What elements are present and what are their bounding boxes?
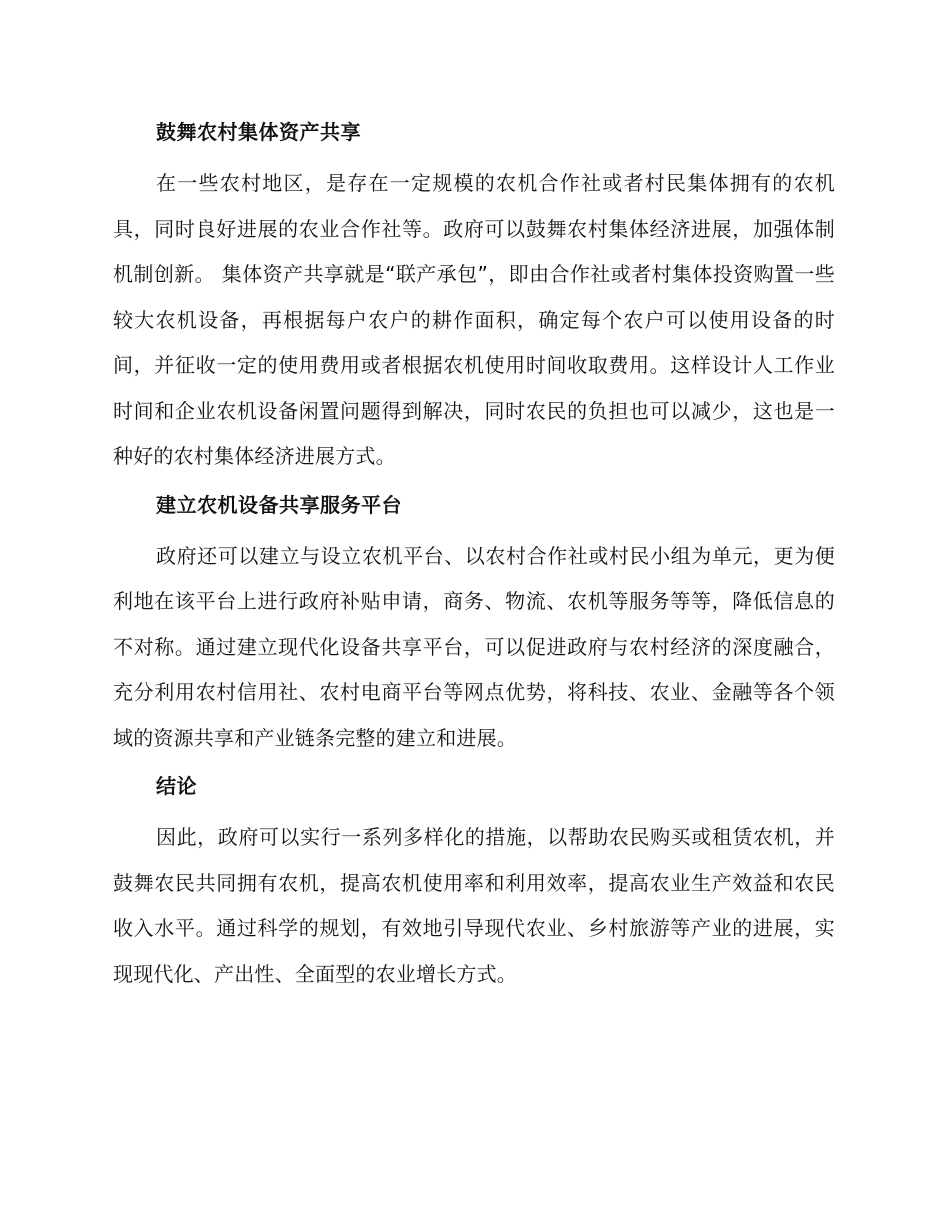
section-heading-conclusion: 结论 bbox=[156, 774, 197, 798]
section-heading-sharing-platform: 建立农机设备共享服务平台 bbox=[156, 492, 402, 517]
section-paragraph-conclusion: 因此，政府可以实行一系列多样化的措施，以帮助农民购买或租赁农机，并鼓舞农民共同拥有农机，提高农机使用率和利用效率，提高农业生产效益和农民收入水平。通过科学的规划，有效地引导现代农业、乡村旅游等产业的进展，实现现代化、产出性、全面型的农业增长方式。 bbox=[113, 825, 835, 986]
section-paragraph-sharing-platform: 政府还可以建立与设立农机平台、以农村合作社或村民小组为单元，更为便利地在该平台上进行政府补贴申请，商务、物流、农机等服务等等，降低信息的不对称。通过建立现代化设备共享平台，可以促进政府与农村经济的深度融合，充分利用农村信用社、农村电商平台等网点优势，将科技、农业、金融等各个领域的资源共享和产业链条完整的建立和进展。 bbox=[113, 543, 835, 750]
section-paragraph-collective-asset-sharing: 在一些农村地区，是存在一定规模的农机合作社或者村民集体拥有的农机具，同时良好进展的农业合作社等。政府可以鼓舞农村集体经济进展，加强体制机制创新。 集体资产共享就是“联产承包”，即由合作社或者村集体投资购置一些较大农机设备，再根据每户农户的耕作面积，确定每个农户可以使用设备的时间，并征收一定的使用费用或者根据农机使用时间收取费用。这样设计人工作业时间和企业农机设备闲置问题得到解决，同时农民的负担也可以减少，这也是一种好的农村集体经济进展方式。 bbox=[113, 171, 835, 468]
section-heading-collective-asset-sharing: 鼓舞农村集体资产共享 bbox=[156, 120, 361, 144]
document-body bbox=[113, 110, 835, 997]
